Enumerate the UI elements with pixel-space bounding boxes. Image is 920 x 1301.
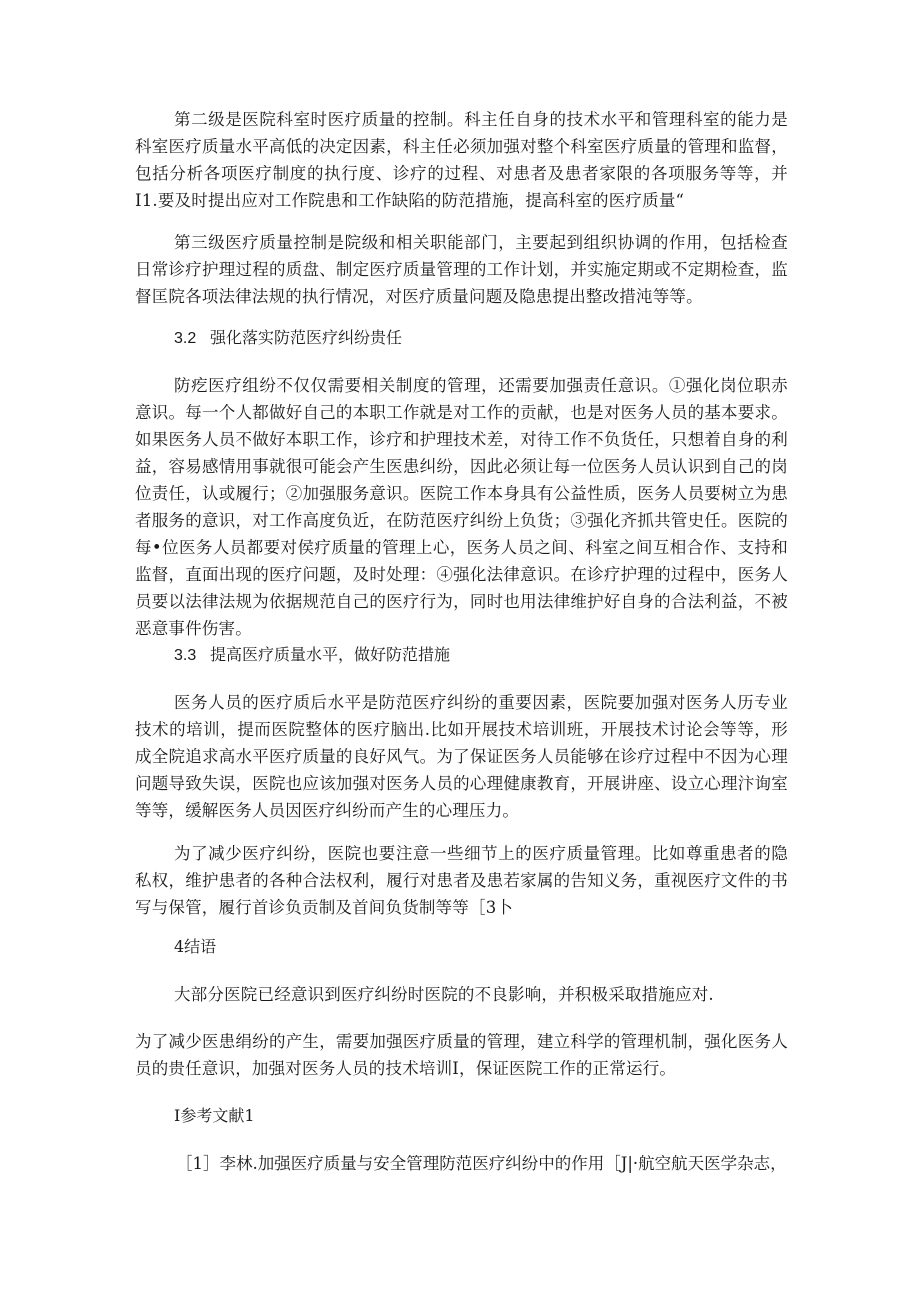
paragraph-quality-level: 医务人员的医疗质后水平是防范医疗纠纷的重要因素，医院要加强对医务人历专业技术的培训，提而医院整体的医疗脑出.比如开展技术培训班，开展技术讨论会等等，形成全院追求高水平医疗质量的良好风气。为了保证医务人员能够在诊疗过程中不因为心理问题导致失误，医院也应该加强对医务人员的心理健康教育，开展讲座、设立心理汴询室等等，缓解医务人员因医疗纠纷而产生的心理压力。 xyxy=(135,693,788,820)
section-title: 强化落实防范医疗纠纷贵任 xyxy=(210,328,403,347)
paragraph-detail-management: 为了减少医疗纠纷，医院也要注意一些细节上的医疗质量管理。比如尊重患者的隐私权，维护患者的各种合法权利，履行对患者及患若家属的告知义务，重视医疗文件的书写与保管，履行首诊负贡制及首间负货制等等［3卜 xyxy=(135,844,788,917)
paragraph-second-level-control: 第二级是医院科室时医疗质量的控制。科主任自身的技术水平和管理科室的能力是科室医疗质量水平高低的决定因素，科主任必须加强对整个科室医疗质量的管理和监督，包括分析各项医疗制度的执行度、诊疗的过程、对患者及患者家限的各项服务等等，并I1.要及时提出应对工作院患和工作缺陷的防范措施，提高科室的医疗质量“ xyxy=(135,110,788,210)
section-number: 3.3 xyxy=(174,647,197,664)
section-heading-3-2 xyxy=(174,326,402,351)
paragraph-third-level-control: 第三级医疗质量控制是院级和相关职能部门，主要起到组织协调的作用，包括检查日常诊疗护理过程的质盘、制定医疗质量管理的工作计划，并实施定期或不定期检查，监督匡院各项法律法规的执行情况，对医疗质量问题及隐患提出整改措沌等等。 xyxy=(135,233,788,306)
paragraph-responsibility: 防疙医疗组纷不仅仅需要相关制度的管理，还需要加强责任意识。①强化岗位职赤意识。每一个人都做好自己的本职工作就是对工作的贡献，也是对医务人员的基本要求。如果医务人员不做好本职工作，诊疗和护理技术差，对待工作不负货任，只想着自身的利益，容易感情用事就很可能会产生医患纠纷，因此必须让每一位医务人员认识到自己的岗位责任，认或履行；②加强服务意识。医院工作本身具有公益性质，医务人员要树立为患者服务的意识，对工作高度负近，在防范医疗纠纷上负货；③强化齐抓共管史任。医院的每•位医务人员都要对侯疗质量的管理上心，医务人员之间、科室之间互相合作、支持和监督，直面出现的医疗问题，及时处理：④强化法律意识。在诊疗护理的过程中，医务人员要以法律法规为依据规范自己的医疗行为，同时也用法律维护好自身的合法利益，不被恶意事件伤害。 xyxy=(135,376,788,638)
section-heading-3-3 xyxy=(174,643,450,668)
reference-item-1: ［1］李林.加强医疗质量与安全管理防范医疗纠纷中的作用［J|·航空航天医学杂志， xyxy=(176,1154,787,1173)
section-heading-conclusion: 4结语 xyxy=(174,937,217,956)
references-heading: I参考文献1 xyxy=(174,1106,255,1125)
paragraph-conclusion-1: 大部分医院已经意识到医疗纠纷时医院的不良影响，并积极采取措施应对. xyxy=(174,985,714,1004)
section-title: 提高医疗质量水平，做好防范措施 xyxy=(210,645,451,664)
paragraph-conclusion-2: 为了减少医患绢纷的产生，需要加强医疗质量的管理，建立科学的管理机制，强化医务人员的贵任意识，加强对医务人员的技术培训I，保证医院工作的正常运行。 xyxy=(135,1032,788,1078)
section-number: 3.2 xyxy=(174,330,197,347)
